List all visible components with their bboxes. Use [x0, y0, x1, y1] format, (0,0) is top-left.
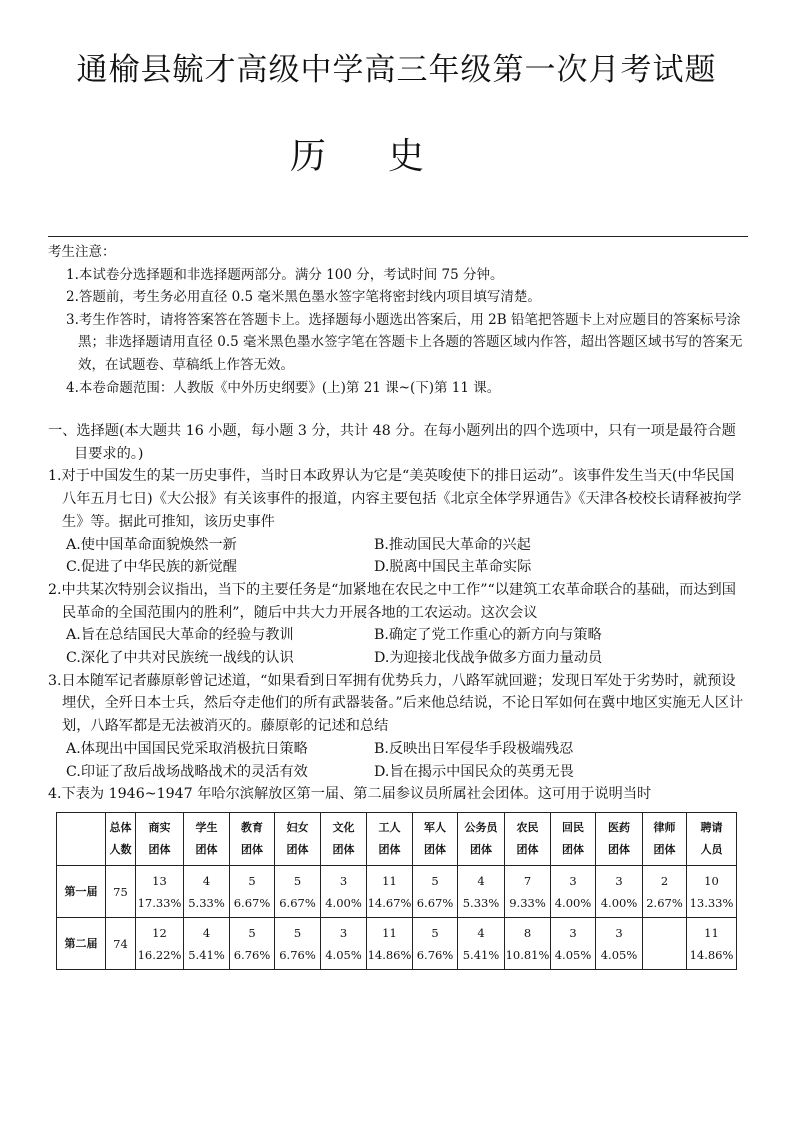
cell-count: 12 — [152, 925, 167, 940]
table-cell — [136, 866, 184, 918]
option: B.反映出日军侵华手段极端残忍 — [374, 740, 574, 757]
cell-percent: 6.76% — [233, 947, 271, 962]
cell-percent: 13.33% — [689, 895, 734, 910]
table-cell — [505, 866, 551, 918]
cell-count: 3 — [339, 925, 348, 940]
header-label: 人数 — [109, 843, 132, 856]
cell-count: 4 — [477, 873, 485, 888]
header-label: 团体 — [195, 843, 218, 856]
table-cell — [458, 866, 505, 918]
table-cell — [275, 866, 321, 918]
cell-count: 5 — [293, 873, 302, 888]
table-cell — [687, 918, 737, 970]
cell-count: 4 — [202, 925, 211, 940]
question-options — [48, 534, 748, 579]
option: D.旨在揭示中国民众的英勇无畏 — [374, 763, 574, 780]
cell-percent: 6.67% — [233, 895, 271, 910]
section-heading: 一、选择题(本大题共 16 小题，每小题 3 分，共计 48 分。在每小题列出的四个选项中，只有一项是最符合题目要求的。) — [48, 423, 736, 462]
cell-percent: 6.76% — [279, 947, 316, 962]
cell-count: 11 — [382, 873, 397, 888]
table-cell — [596, 866, 643, 918]
header-label: 教育 — [241, 821, 263, 834]
cell-count: 2 — [660, 873, 669, 888]
option: C.深化了中共对民族统一战线的认识 — [66, 650, 294, 667]
header-label: 团体 — [516, 843, 539, 856]
header-label: 团体 — [653, 843, 676, 856]
cell-count: 3 — [615, 925, 623, 940]
header-label: 军人 — [424, 821, 446, 834]
subject-title — [290, 128, 424, 179]
table-header-cell — [367, 813, 413, 866]
table-cell — [321, 918, 367, 970]
table-cell — [551, 918, 596, 970]
header-label: 总体 — [109, 821, 132, 834]
header-divider — [48, 236, 748, 237]
notice-item: 2.答题前，考生务必用直径 0.5 毫米黑色墨水签字笔将密封线内项目填写清楚。 — [66, 289, 541, 306]
table-header-cell — [413, 813, 458, 866]
cell-count: 74 — [113, 936, 128, 951]
question-stem: 3.日本随军记者藤原彰曾记述道，“如果看到日军拥有优势兵力，八路军就回避；发现日军处于劣势时，就预设埋伏，全歼日本士兵，然后夺走他们的所有武器装备。”后来他总结说，不论日军如何在冀中地区实施无人区计划，八路军都是无法被消灭的。藤原彰的记述和总结 — [48, 672, 744, 735]
table-header-cell — [184, 813, 230, 866]
option: B.确定了党工作重心的新方向与策略 — [374, 627, 602, 644]
cell-count: 5 — [248, 873, 256, 888]
table-cell — [458, 918, 505, 970]
cell-percent: 9.33% — [509, 895, 546, 910]
cell-percent: 14.86% — [689, 947, 734, 962]
cell-count: 8 — [523, 925, 532, 940]
cell-count: 3 — [339, 873, 348, 888]
table-cell — [321, 866, 367, 918]
cell-count: 5 — [293, 925, 302, 940]
header-label: 律师 — [653, 821, 676, 834]
notice-heading: 考生注意： — [48, 244, 116, 260]
option: C.促进了中华民族的新觉醒 — [66, 559, 237, 576]
table-cell — [275, 918, 321, 970]
table-header-cell — [687, 813, 737, 866]
cell-percent: 4.00% — [600, 895, 638, 910]
header-label: 团体 — [332, 843, 355, 856]
table-header-cell — [321, 813, 367, 866]
table-cell — [643, 866, 687, 918]
table-cell — [551, 866, 596, 918]
table-cell — [184, 918, 230, 970]
header-label: 农民 — [516, 821, 539, 834]
header-label: 团体 — [241, 843, 263, 856]
cell-percent: 17.33% — [137, 895, 182, 910]
header-label: 医药 — [608, 821, 630, 834]
row-label: 第一届 — [57, 866, 106, 918]
table-header-cell — [136, 813, 184, 866]
header-label: 团体 — [148, 843, 171, 856]
cell-count: 75 — [113, 884, 128, 899]
table-cell — [230, 866, 275, 918]
header-label: 团体 — [608, 843, 630, 856]
question-options — [48, 624, 748, 669]
table-header-cell — [551, 813, 596, 866]
header-label: 文化 — [332, 821, 355, 834]
exam-notice — [48, 241, 748, 399]
cell-percent: 5.33% — [462, 895, 500, 910]
question-stem: 1.对于中国发生的某一历史事件，当时日本政界认为它是“美英唆使下的排日运动”。该事件发生当天(中华民国八年五月七日)《大公报》有关该事件的报道，内容主要包括《北京全体学界通告》《天津各校校长请释被拘学生》等。据此可推知，该历史事件 — [48, 468, 742, 530]
cell-count: 7 — [523, 873, 532, 888]
table-cell — [596, 918, 643, 970]
header-label: 学生 — [195, 821, 218, 834]
question-options — [48, 738, 748, 783]
delegates-table — [56, 812, 737, 970]
table-header-cell — [57, 813, 106, 866]
table-cell — [106, 918, 136, 970]
header-label: 回民 — [562, 821, 584, 834]
table-cell — [413, 918, 458, 970]
table-cell — [367, 918, 413, 970]
header-label: 团体 — [424, 843, 446, 856]
header-label: 团体 — [562, 843, 584, 856]
cell-percent: 16.22% — [137, 947, 182, 962]
table-header-cell — [458, 813, 505, 866]
header-label: 团体 — [286, 843, 309, 856]
cell-count: 3 — [569, 873, 577, 888]
cell-count: 5 — [248, 925, 256, 940]
cell-percent: 10.81% — [505, 947, 550, 962]
option: A.使中国革命面貌焕然一新 — [66, 536, 237, 553]
header-label: 工人 — [378, 821, 401, 834]
cell-percent: 5.41% — [188, 947, 225, 962]
cell-percent: 14.86% — [367, 947, 412, 962]
table-header-cell — [596, 813, 643, 866]
option: D.为迎接北伐战争做多方面力量动员 — [374, 650, 603, 667]
header-label: 聘请 — [700, 821, 723, 834]
cell-percent: 4.05% — [600, 947, 638, 962]
cell-percent: 4.00% — [554, 895, 592, 910]
header-label: 公务员 — [464, 821, 498, 834]
cell-percent: 6.67% — [416, 895, 454, 910]
table-body — [57, 866, 737, 970]
notice-item: 4.本卷命题范围：人教版《中外历史纲要》(上)第 21 课~(下)第 11 课。 — [66, 379, 501, 396]
table-cell — [136, 918, 184, 970]
cell-count: 13 — [152, 873, 167, 888]
table-header-cell — [505, 813, 551, 866]
cell-percent: 5.41% — [462, 947, 500, 962]
header-label: 妇女 — [286, 821, 309, 834]
question-section — [48, 420, 748, 806]
notice-item: 3.考生作答时，请将答案答在答题卡上。选择题每小题选出答案后，用 2B 铅笔把答题卡上对应题目的答案标号涂黑；非选择题请用直径 0.5 毫米黑色墨水签字笔在答题卡上各题的答题区域内作答，超出答题区域书写的答案无效，在试题卷、草稿纸上作答无效。 — [66, 311, 743, 373]
table-cell — [643, 918, 687, 970]
table-header-cell — [643, 813, 687, 866]
table-cell — [367, 866, 413, 918]
cell-percent: 5.33% — [188, 895, 225, 910]
table-header-cell — [275, 813, 321, 866]
question-stem: 2.中共某次特别会议指出，当下的主要任务是“加紧地在农民之中工作”“以建筑工农革命联合的基础，而达到国民革命的全国范围内的胜利”，随后中共大力开展各地的工农运动。这次会议 — [48, 581, 736, 621]
exam-title: 通榆县毓才高级中学高三年级第一次月考试题 — [76, 52, 717, 88]
header-label: 团体 — [470, 843, 492, 856]
table-cell — [687, 866, 737, 918]
cell-percent: 6.67% — [279, 895, 316, 910]
table-row — [57, 918, 737, 970]
table-cell — [184, 866, 230, 918]
cell-percent: 6.76% — [416, 947, 454, 962]
table-header-cell — [106, 813, 136, 866]
table-cell — [106, 866, 136, 918]
cell-percent: 4.00% — [325, 895, 362, 910]
notice-item: 1.本试卷分选择题和非选择题两部分。满分 100 分，考试时间 75 分钟。 — [66, 266, 504, 283]
table-cell — [413, 866, 458, 918]
cell-count: 3 — [569, 925, 577, 940]
table-header-cell — [230, 813, 275, 866]
option: A.体现出中国国民党采取消极抗日策略 — [66, 740, 308, 757]
cell-count: 10 — [704, 873, 719, 888]
cell-count: 11 — [382, 925, 397, 940]
cell-count: 5 — [431, 873, 439, 888]
cell-percent: 14.67% — [367, 895, 412, 910]
cell-count: 4 — [202, 873, 211, 888]
option: C.印证了敌后战场战略战术的灵活有效 — [66, 763, 308, 780]
table-cell — [505, 918, 551, 970]
header-label: 人员 — [700, 843, 723, 856]
option: A.旨在总结国民大革命的经验与教训 — [66, 627, 294, 644]
header-label: 商实 — [148, 821, 171, 834]
table-cell — [230, 918, 275, 970]
cell-percent: 4.05% — [325, 947, 362, 962]
table-row — [57, 866, 737, 918]
header-label: 团体 — [378, 843, 401, 856]
cell-percent: 4.05% — [554, 947, 592, 962]
cell-percent: 2.67% — [646, 895, 683, 910]
option: D.脱离中国民主革命实际 — [374, 559, 532, 576]
subject-char: 历 — [290, 136, 327, 177]
row-label: 第二届 — [57, 918, 106, 970]
cell-count: 3 — [615, 873, 623, 888]
option: B.推动国民大革命的兴起 — [374, 536, 531, 553]
subject-char: 史 — [388, 136, 425, 177]
cell-count: 4 — [477, 925, 485, 940]
question-stem: 4.下表为 1946~1947 年哈尔滨解放区第一届、第二届参议员所属社会团体。这可用于说明当时 — [48, 786, 652, 803]
cell-count: 5 — [431, 925, 439, 940]
table-header-row — [57, 813, 737, 866]
cell-count: 11 — [704, 925, 719, 940]
